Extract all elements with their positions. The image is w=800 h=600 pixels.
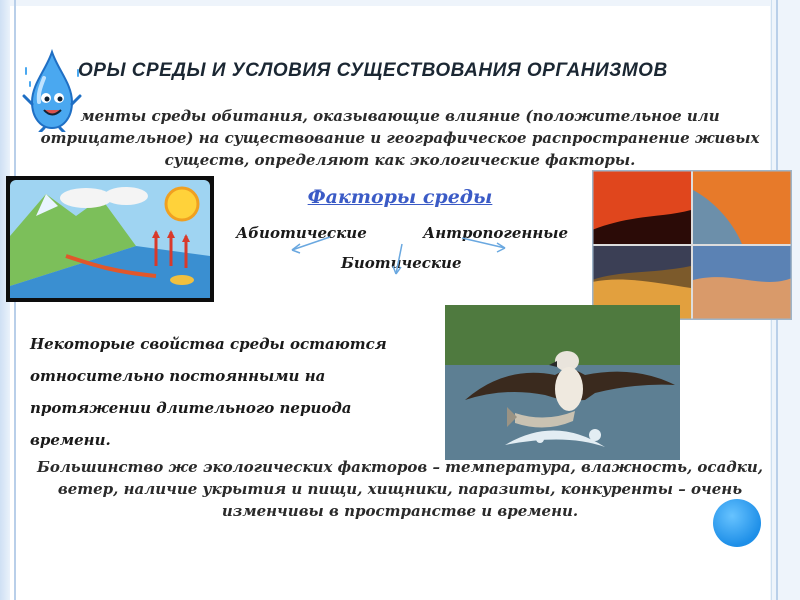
factor-abiotic: Абиотические <box>236 224 367 242</box>
blue-bubble-icon <box>713 499 761 547</box>
water-cycle-image <box>6 176 214 302</box>
arrow-right-head <box>497 243 505 252</box>
frame-top <box>0 0 800 6</box>
slide-title: ОРЫ СРЕДЫ И УСЛОВИЯ СУЩЕСТВОВАНИЯ ОРГАНИЗМОВ <box>78 60 668 81</box>
variable-factors-text: Большинство же экологических факторов – температура, влажность, осадки, ветер, наличие укрытия и пищи, хищники, паразиты, конкуренты – очень изменчивы в пространстве и времени. <box>37 458 763 520</box>
arrow-left-head <box>292 244 300 253</box>
osprey-fish-image <box>445 305 680 460</box>
factor-anthropogenic: Антропогенные <box>423 224 569 242</box>
factor-biotic: Биотические <box>341 254 462 272</box>
constant-properties-text: Некоторые свойства среды остаются относительно постоянными на протяжении длительного периода времени. <box>30 335 387 449</box>
ocean-bloom-image <box>592 170 792 320</box>
factors-heading: Факторы среды <box>307 186 493 208</box>
intro-paragraph: менты среды обитания, оказывающие влияние (положительное или отрицательное) на существование и географическое распространение живых существ, определяют как экологические факторы. <box>40 107 760 169</box>
